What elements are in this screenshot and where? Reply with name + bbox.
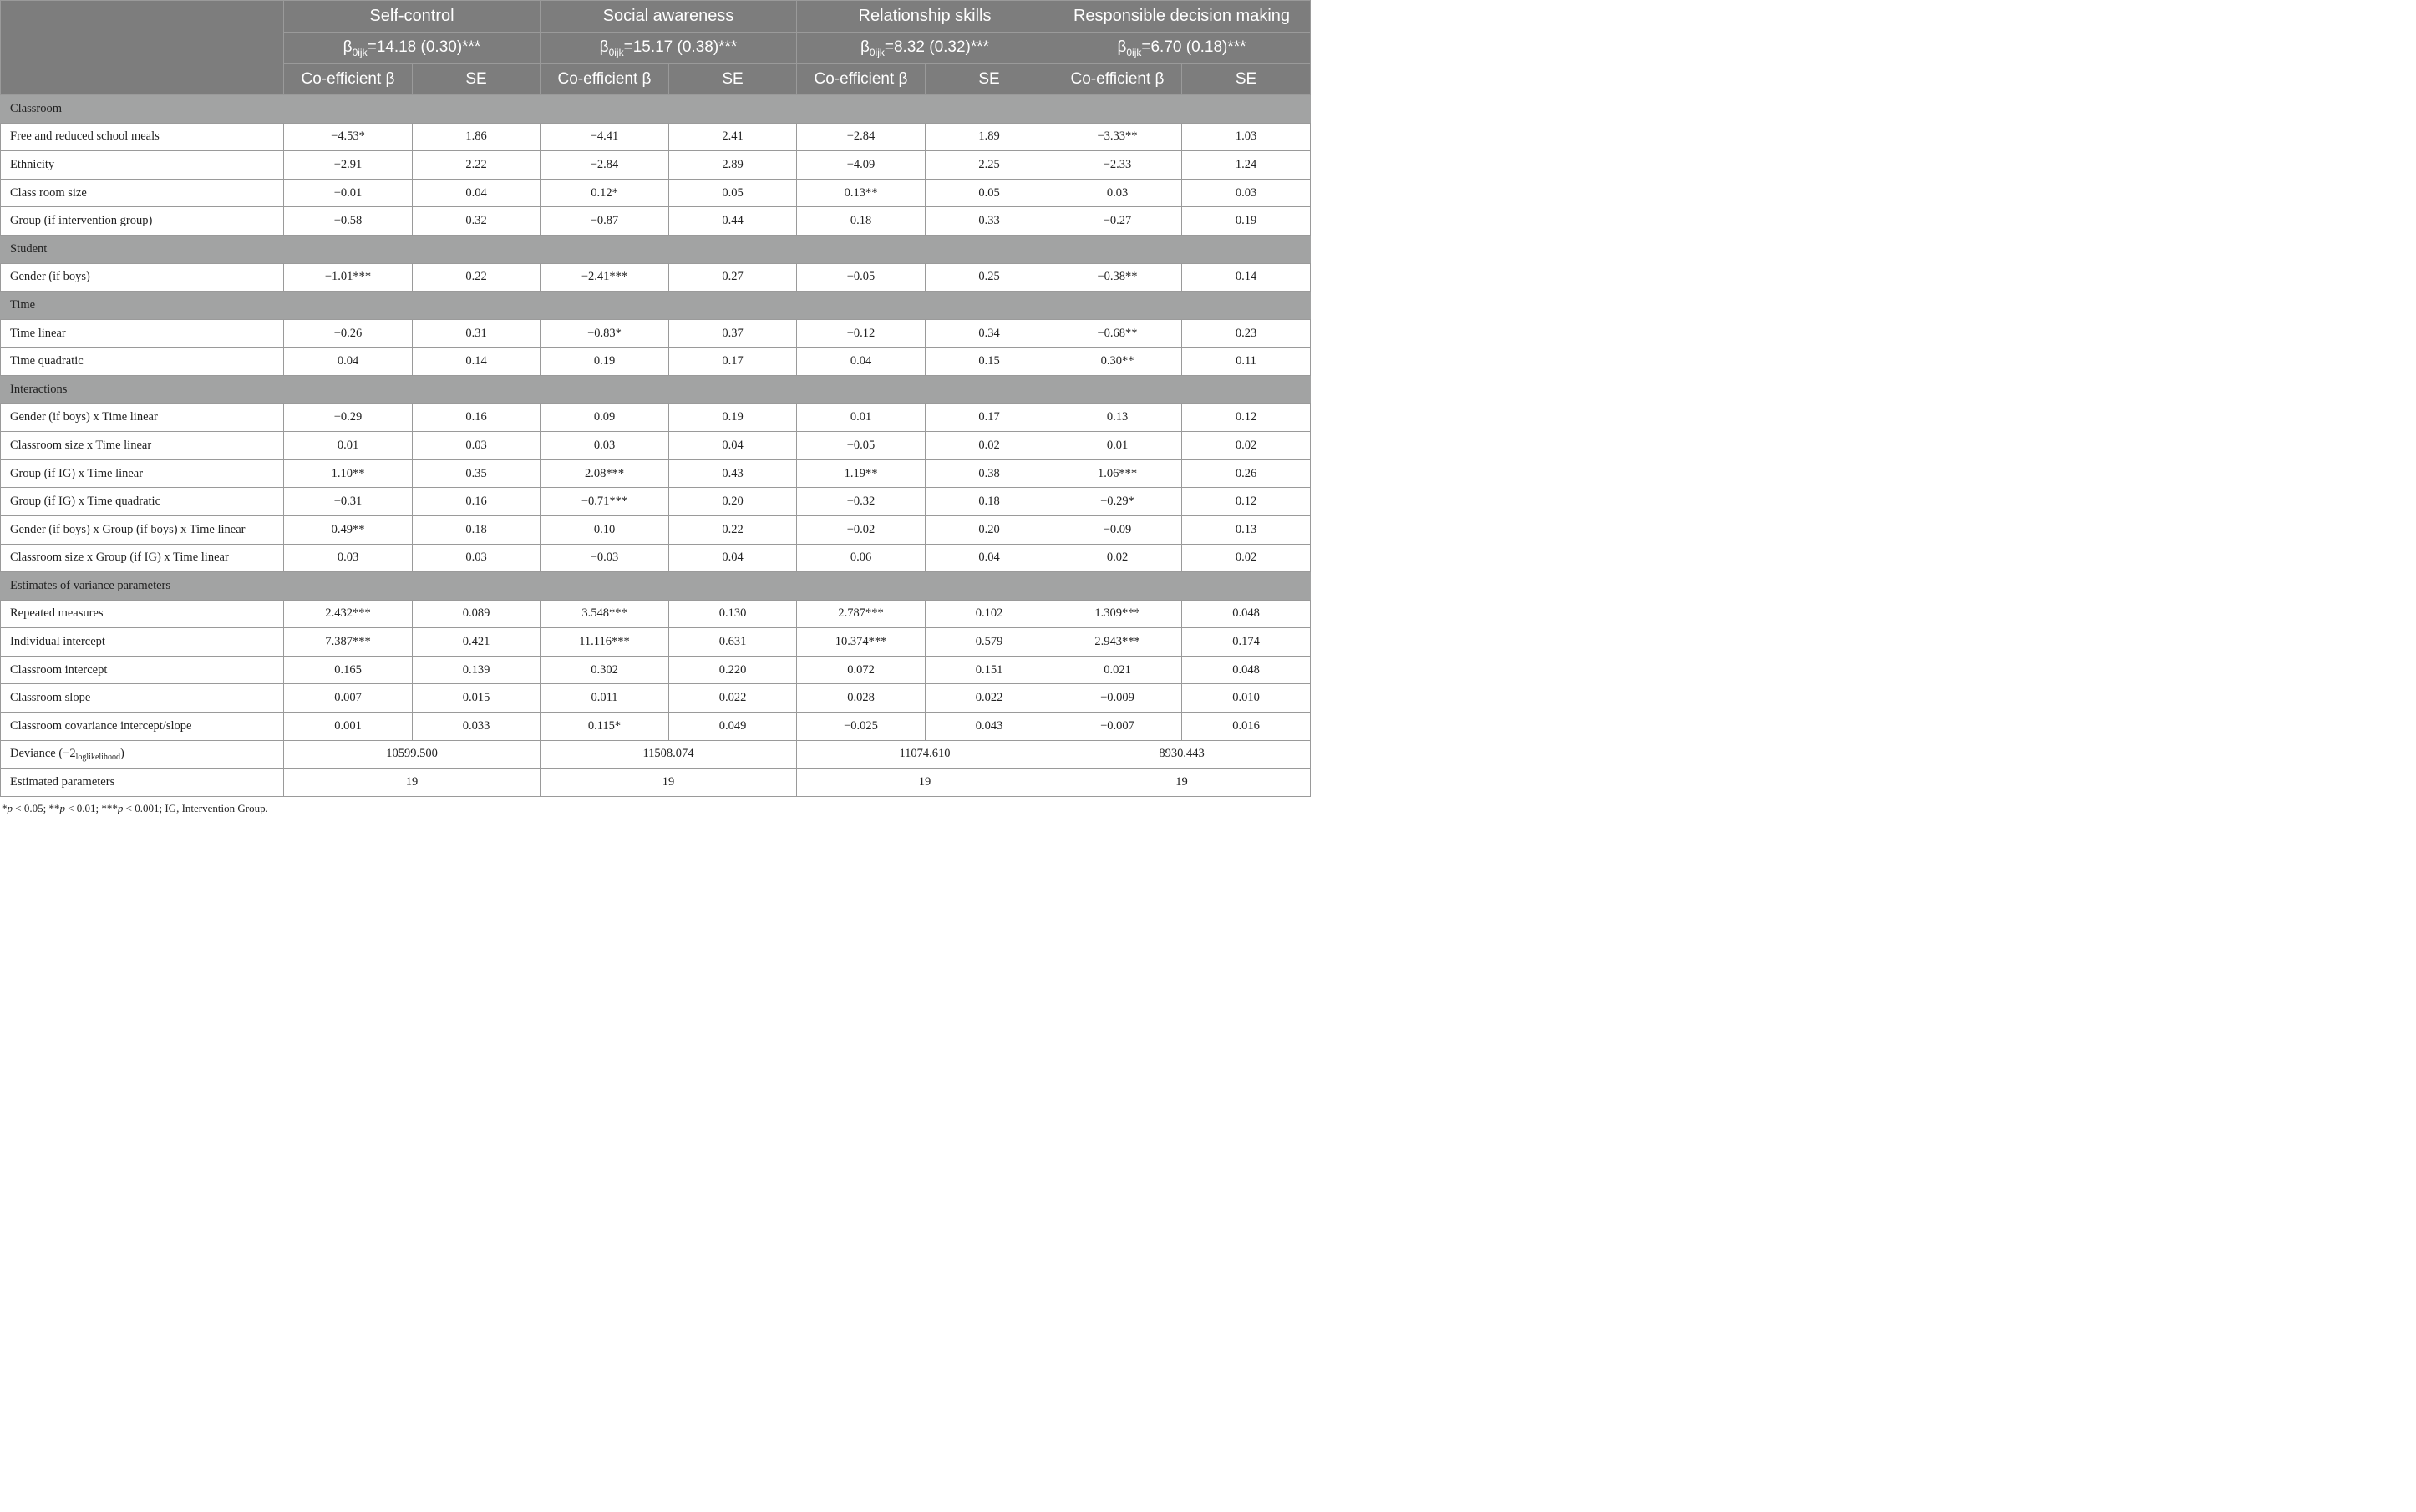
se-cell: 0.022	[669, 684, 797, 713]
se-cell: 1.86	[413, 123, 541, 151]
section-label: Classroom	[1, 95, 284, 124]
se-cell: 0.010	[1182, 684, 1311, 713]
se-cell: 0.033	[413, 713, 541, 741]
beta-subscript: 0ijk	[869, 46, 885, 58]
se-cell: 0.03	[413, 432, 541, 460]
se-cell: 0.13	[1182, 515, 1311, 544]
footnote-text: < 0.01; ***	[64, 802, 118, 814]
se-cell: 0.015	[413, 684, 541, 713]
row-label: Ethnicity	[1, 151, 284, 180]
coefficient-cell: 0.03	[284, 544, 413, 572]
coefficient-cell: −0.32	[797, 488, 926, 516]
section-fill	[284, 572, 1311, 601]
regression-results-table	[0, 0, 1311, 797]
se-cell: 0.130	[669, 600, 797, 628]
coefficient-cell: 0.021	[1053, 656, 1182, 684]
coefficient-cell: 7.387***	[284, 628, 413, 657]
intercept-value: =15.17 (0.38)***	[623, 38, 738, 56]
se-cell: 0.17	[926, 403, 1053, 432]
se-cell: 0.174	[1182, 628, 1311, 657]
se-cell: 0.04	[926, 544, 1053, 572]
coefficient-cell: −0.29	[284, 403, 413, 432]
coefficient-cell: 0.01	[797, 403, 926, 432]
estimated-parameters-value: 19	[541, 769, 797, 797]
se-cell: 0.02	[1182, 544, 1311, 572]
coefficient-cell: 0.03	[1053, 179, 1182, 207]
se-cell: 0.151	[926, 656, 1053, 684]
coefficient-cell: 0.01	[1053, 432, 1182, 460]
se-cell: 0.11	[1182, 348, 1311, 376]
se-cell: 0.44	[669, 207, 797, 236]
coefficient-cell: 0.06	[797, 544, 926, 572]
coefficient-cell: 0.165	[284, 656, 413, 684]
coefficient-cell: −0.71***	[541, 488, 669, 516]
table-row	[1, 628, 1311, 657]
coef-header: Co-efficient β	[1053, 64, 1182, 95]
coefficient-cell: −0.68**	[1053, 319, 1182, 348]
coefficient-cell: −0.05	[797, 263, 926, 292]
se-cell: 0.049	[669, 713, 797, 741]
se-cell: 0.016	[1182, 713, 1311, 741]
se-cell: 0.32	[413, 207, 541, 236]
table-row	[1, 319, 1311, 348]
table-row	[1, 684, 1311, 713]
column-title-social-awareness: Social awareness	[541, 1, 797, 33]
coefficient-cell: 1.19**	[797, 459, 926, 488]
estimated-parameters-value: 19	[797, 769, 1053, 797]
section-row-variance	[1, 572, 1311, 601]
se-cell: 0.33	[926, 207, 1053, 236]
se-cell: 0.38	[926, 459, 1053, 488]
section-label: Student	[1, 235, 284, 263]
coefficient-cell: −2.33	[1053, 151, 1182, 180]
se-cell: 2.89	[669, 151, 797, 180]
se-cell: 0.19	[1182, 207, 1311, 236]
se-cell: 0.04	[413, 179, 541, 207]
coefficient-cell: −2.84	[541, 151, 669, 180]
table-row	[1, 544, 1311, 572]
table-row	[1, 403, 1311, 432]
se-cell: 0.05	[669, 179, 797, 207]
coefficient-cell: −2.91	[284, 151, 413, 180]
table-row	[1, 179, 1311, 207]
intercept-self-control	[284, 33, 541, 64]
coefficient-cell: 2.08***	[541, 459, 669, 488]
coefficient-cell: 0.007	[284, 684, 413, 713]
section-label: Time	[1, 292, 284, 320]
se-cell: 0.26	[1182, 459, 1311, 488]
coefficient-cell: 3.548***	[541, 600, 669, 628]
beta-symbol: β	[860, 38, 870, 56]
coefficient-cell: −0.09	[1053, 515, 1182, 544]
se-cell: 0.048	[1182, 600, 1311, 628]
se-cell: 0.089	[413, 600, 541, 628]
intercept-value: =8.32 (0.32)***	[884, 38, 990, 56]
coefficient-cell: 0.02	[1053, 544, 1182, 572]
footnote-p-symbol: p	[59, 802, 65, 814]
se-cell: 0.18	[413, 515, 541, 544]
coefficient-cell: −3.33**	[1053, 123, 1182, 151]
se-cell: 2.41	[669, 123, 797, 151]
coefficient-cell: 0.03	[541, 432, 669, 460]
coefficient-cell: 0.09	[541, 403, 669, 432]
se-header: SE	[669, 64, 797, 95]
coefficient-cell: −1.01***	[284, 263, 413, 292]
table-row	[1, 348, 1311, 376]
se-cell: 0.043	[926, 713, 1053, 741]
coefficient-cell: −4.09	[797, 151, 926, 180]
coefficient-cell: −0.009	[1053, 684, 1182, 713]
table-row	[1, 207, 1311, 236]
coefficient-cell: −0.58	[284, 207, 413, 236]
coefficient-cell: 0.13	[1053, 403, 1182, 432]
beta-subscript: 0ijk	[352, 46, 368, 58]
table-body	[1, 95, 1311, 797]
coefficient-cell: 0.10	[541, 515, 669, 544]
deviance-label-subscript: loglikelihood	[75, 752, 120, 762]
footnote-p-symbol: p	[117, 802, 124, 814]
coefficient-cell: 0.011	[541, 684, 669, 713]
se-cell: 0.35	[413, 459, 541, 488]
coefficient-cell: 0.30**	[1053, 348, 1182, 376]
coefficient-cell: 0.49**	[284, 515, 413, 544]
coefficient-cell: 0.072	[797, 656, 926, 684]
coefficient-cell: −4.53*	[284, 123, 413, 151]
se-cell: 0.15	[926, 348, 1053, 376]
column-title-relationship-skills: Relationship skills	[797, 1, 1053, 33]
deviance-value: 10599.500	[284, 740, 541, 769]
se-cell: 0.34	[926, 319, 1053, 348]
table-header	[1, 1, 1311, 95]
section-row-classroom	[1, 95, 1311, 124]
coefficient-cell: 0.04	[797, 348, 926, 376]
se-cell: 0.27	[669, 263, 797, 292]
se-cell: 2.25	[926, 151, 1053, 180]
table-row	[1, 432, 1311, 460]
intercept-value: =6.70 (0.18)***	[1141, 38, 1246, 56]
coefficient-cell: −0.025	[797, 713, 926, 741]
row-label: Gender (if boys) x Group (if boys) x Time linear	[1, 515, 284, 544]
beta-symbol: β	[599, 38, 609, 56]
se-cell: 0.16	[413, 403, 541, 432]
se-cell: 1.89	[926, 123, 1053, 151]
coefficient-cell: −0.38**	[1053, 263, 1182, 292]
deviance-value: 11508.074	[541, 740, 797, 769]
se-cell: 0.579	[926, 628, 1053, 657]
section-fill	[284, 235, 1311, 263]
coefficient-cell: 0.01	[284, 432, 413, 460]
se-cell: 0.14	[1182, 263, 1311, 292]
footnote-p-symbol: p	[7, 802, 13, 814]
row-label: Time linear	[1, 319, 284, 348]
coefficient-cell: −0.02	[797, 515, 926, 544]
row-label: Estimated parameters	[1, 769, 284, 797]
table-row	[1, 713, 1311, 741]
table-row	[1, 263, 1311, 292]
table-row	[1, 600, 1311, 628]
footnote-text: < 0.001; IG, Intervention Group.	[123, 802, 268, 814]
table-row	[1, 656, 1311, 684]
coefficient-cell: 0.19	[541, 348, 669, 376]
se-cell: 0.25	[926, 263, 1053, 292]
se-cell: 0.03	[1182, 179, 1311, 207]
row-label: Gender (if boys) x Time linear	[1, 403, 284, 432]
se-cell: 0.048	[1182, 656, 1311, 684]
se-cell: 0.04	[669, 432, 797, 460]
se-cell: 0.220	[669, 656, 797, 684]
row-label: Group (if IG) x Time linear	[1, 459, 284, 488]
section-fill	[284, 292, 1311, 320]
coefficient-cell: 0.302	[541, 656, 669, 684]
intercept-responsible-decision-making	[1053, 33, 1311, 64]
se-cell: 0.37	[669, 319, 797, 348]
se-cell: 0.03	[413, 544, 541, 572]
se-cell: 0.421	[413, 628, 541, 657]
beta-symbol: β	[1117, 38, 1127, 56]
coefficient-cell: 2.943***	[1053, 628, 1182, 657]
results-table-page	[0, 0, 1310, 819]
coefficient-cell: −0.007	[1053, 713, 1182, 741]
coefficient-cell: 0.001	[284, 713, 413, 741]
se-cell: 1.24	[1182, 151, 1311, 180]
coefficient-cell: −0.87	[541, 207, 669, 236]
row-label: Time quadratic	[1, 348, 284, 376]
se-header: SE	[413, 64, 541, 95]
se-cell: 0.02	[1182, 432, 1311, 460]
coefficient-cell: −2.84	[797, 123, 926, 151]
row-label: Classroom slope	[1, 684, 284, 713]
row-label: Classroom size x Time linear	[1, 432, 284, 460]
coefficient-cell: 2.787***	[797, 600, 926, 628]
table-row	[1, 459, 1311, 488]
row-label: Repeated measures	[1, 600, 284, 628]
coefficient-cell: −0.26	[284, 319, 413, 348]
intercept-social-awareness	[541, 33, 797, 64]
coefficient-cell: 11.116***	[541, 628, 669, 657]
se-cell: 0.02	[926, 432, 1053, 460]
se-cell: 0.20	[926, 515, 1053, 544]
row-label: Individual intercept	[1, 628, 284, 657]
row-label: Classroom size x Group (if IG) x Time linear	[1, 544, 284, 572]
se-cell: 0.43	[669, 459, 797, 488]
section-row-student	[1, 235, 1311, 263]
section-fill	[284, 375, 1311, 403]
coefficient-cell: 2.432***	[284, 600, 413, 628]
coefficient-cell: 0.12*	[541, 179, 669, 207]
coefficient-cell: 0.13**	[797, 179, 926, 207]
se-cell: 0.23	[1182, 319, 1311, 348]
se-cell: 0.20	[669, 488, 797, 516]
row-label	[1, 740, 284, 769]
se-cell: 0.22	[669, 515, 797, 544]
coefficient-cell: 1.10**	[284, 459, 413, 488]
se-cell: 0.04	[669, 544, 797, 572]
estimated-parameters-value: 19	[1053, 769, 1311, 797]
se-header: SE	[1182, 64, 1311, 95]
section-row-time	[1, 292, 1311, 320]
deviance-label-suffix: )	[119, 746, 124, 760]
section-label: Interactions	[1, 375, 284, 403]
beta-subscript: 0ijk	[1126, 46, 1142, 58]
coefficient-cell: −0.83*	[541, 319, 669, 348]
deviance-row	[1, 740, 1311, 769]
row-label: Group (if IG) x Time quadratic	[1, 488, 284, 516]
se-cell: 0.19	[669, 403, 797, 432]
se-cell: 0.17	[669, 348, 797, 376]
coef-header: Co-efficient β	[284, 64, 413, 95]
table-row	[1, 123, 1311, 151]
beta-symbol: β	[343, 38, 353, 56]
se-cell: 0.22	[413, 263, 541, 292]
se-cell: 1.03	[1182, 123, 1311, 151]
deviance-label-prefix: Deviance (−2	[10, 746, 76, 760]
header-corner-cell	[1, 1, 284, 95]
se-header: SE	[926, 64, 1053, 95]
coefficient-cell: −0.27	[1053, 207, 1182, 236]
estimated-parameters-value: 19	[284, 769, 541, 797]
beta-subscript: 0ijk	[608, 46, 624, 58]
coefficient-cell: 0.18	[797, 207, 926, 236]
column-title-self-control: Self-control	[284, 1, 541, 33]
coefficient-cell: 0.115*	[541, 713, 669, 741]
intercept-value: =14.18 (0.30)***	[367, 38, 481, 56]
se-cell: 0.14	[413, 348, 541, 376]
footnote-text: < 0.05; **	[13, 802, 60, 814]
coefficient-cell: 0.028	[797, 684, 926, 713]
footnote-text: *	[2, 802, 8, 814]
row-label: Group (if intervention group)	[1, 207, 284, 236]
coefficient-cell: −4.41	[541, 123, 669, 151]
table-row	[1, 151, 1311, 180]
deviance-value: 8930.443	[1053, 740, 1311, 769]
section-row-interactions	[1, 375, 1311, 403]
se-cell: 0.022	[926, 684, 1053, 713]
se-cell: 2.22	[413, 151, 541, 180]
row-label: Classroom covariance intercept/slope	[1, 713, 284, 741]
coefficient-cell: −0.12	[797, 319, 926, 348]
coefficient-cell: −2.41***	[541, 263, 669, 292]
estimated-parameters-row	[1, 769, 1311, 797]
coefficient-cell: 10.374***	[797, 628, 926, 657]
se-cell: 0.631	[669, 628, 797, 657]
coef-header: Co-efficient β	[797, 64, 926, 95]
se-cell: 0.102	[926, 600, 1053, 628]
coefficient-cell: −0.05	[797, 432, 926, 460]
coefficient-cell: 1.309***	[1053, 600, 1182, 628]
coefficient-cell: 0.04	[284, 348, 413, 376]
se-cell: 0.16	[413, 488, 541, 516]
se-cell: 0.12	[1182, 403, 1311, 432]
se-cell: 0.31	[413, 319, 541, 348]
table-row	[1, 515, 1311, 544]
row-label: Classroom intercept	[1, 656, 284, 684]
row-label: Class room size	[1, 179, 284, 207]
column-title-responsible-decision-making: Responsible decision making	[1053, 1, 1311, 33]
coefficient-cell: 1.06***	[1053, 459, 1182, 488]
row-label: Free and reduced school meals	[1, 123, 284, 151]
coefficient-cell: −0.31	[284, 488, 413, 516]
coef-header: Co-efficient β	[541, 64, 669, 95]
coefficient-cell: −0.03	[541, 544, 669, 572]
coefficient-cell: −0.01	[284, 179, 413, 207]
intercept-relationship-skills	[797, 33, 1053, 64]
se-cell: 0.18	[926, 488, 1053, 516]
se-cell: 0.12	[1182, 488, 1311, 516]
se-cell: 0.05	[926, 179, 1053, 207]
coefficient-cell: −0.29*	[1053, 488, 1182, 516]
se-cell: 0.139	[413, 656, 541, 684]
section-fill	[284, 95, 1311, 124]
section-label: Estimates of variance parameters	[1, 572, 284, 601]
deviance-value: 11074.610	[797, 740, 1053, 769]
table-row	[1, 488, 1311, 516]
table-footnote	[2, 802, 268, 815]
row-label: Gender (if boys)	[1, 263, 284, 292]
